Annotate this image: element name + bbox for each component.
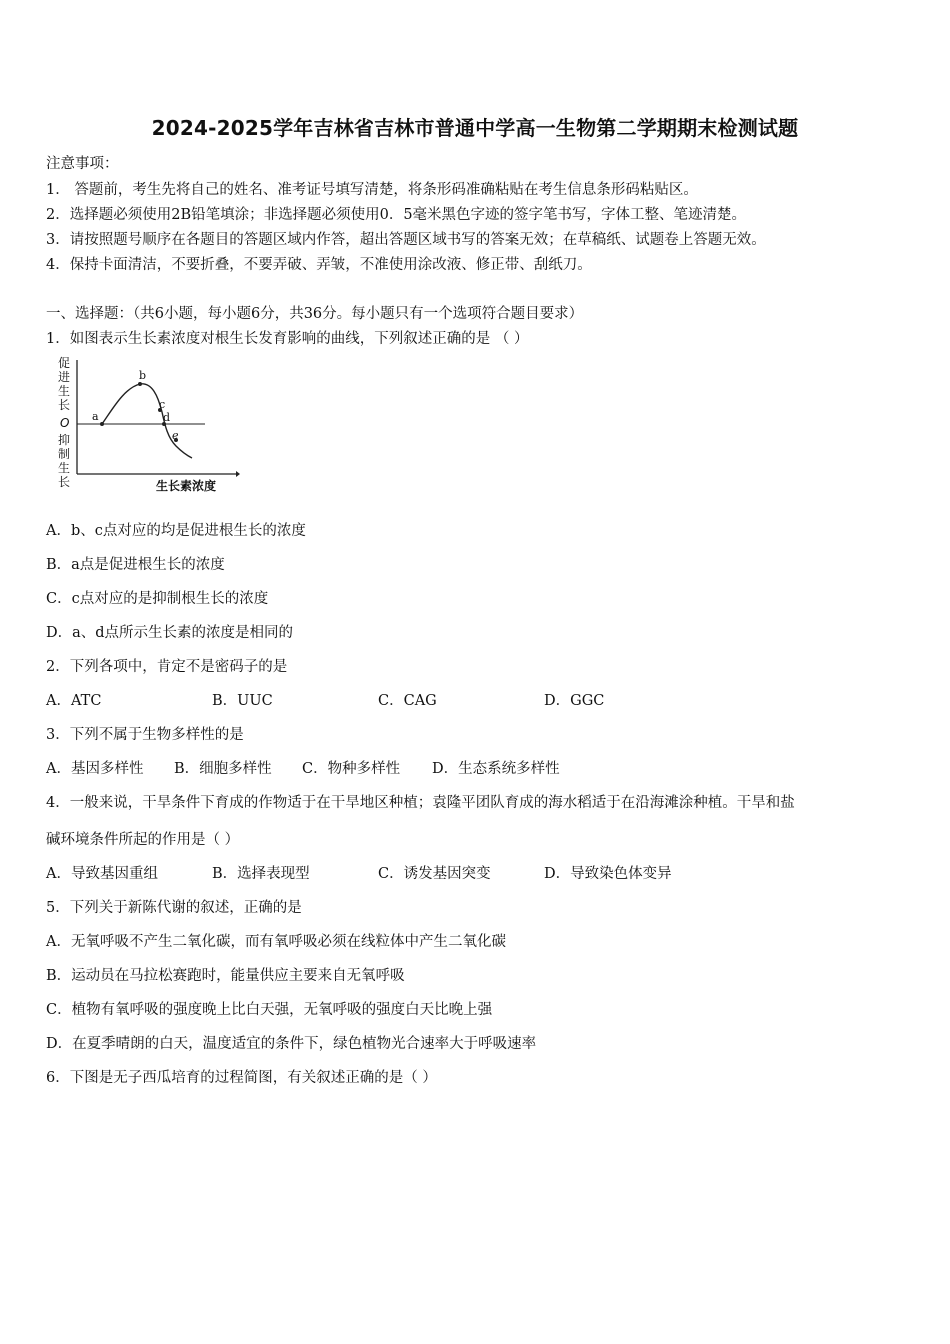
q3-options-row: [46, 757, 560, 778]
point-label-d: d: [163, 411, 171, 424]
y-axis-label-inhibit-char: 生: [58, 461, 71, 475]
y-axis-label-promote-char: 促: [58, 356, 71, 370]
q5-option-b: B．运动员在马拉松赛跑时，能量供应主要来自无氧呼吸: [46, 968, 405, 984]
point-label-b: b: [139, 369, 147, 382]
q2-option-b: B．UUC: [212, 693, 273, 709]
notice-item: 4．保持卡面清洁，不要折叠，不要弄破、弄皱，不准使用涂改液、修正带、刮纸刀。: [46, 257, 592, 273]
x-axis-label: 生长素浓度: [156, 479, 217, 493]
question-4-stem-line1: 4．一般来说，干旱条件下育成的作物适于在干旱地区种植；袁隆平团队育成的海水稻适于在沿海滩涂种植。干旱和盐: [46, 795, 795, 811]
x-axis-arrow: [236, 471, 240, 477]
auxin-curve-figure: [50, 352, 240, 497]
q5-option-c: C．植物有氧呼吸的强度晚上比白天强，无氧呼吸的强度白天比晚上强: [46, 1002, 493, 1018]
y-axis-label-inhibit-char: 长: [58, 475, 71, 489]
q1-option-a: A．b、c点对应的均是促进根生长的浓度: [46, 523, 306, 539]
point-label-e: e: [172, 429, 179, 442]
notice-item: 3．请按照题号顺序在各题目的答题区域内作答，超出答题区域书写的答案无效；在草稿纸、试题卷上答题无效。: [46, 232, 766, 248]
y-axis-label-promote-char: 长: [58, 398, 71, 412]
q4-option-b: B．选择表现型: [212, 866, 310, 882]
question-2-stem: 2．下列各项中，肯定不是密码子的是: [46, 659, 288, 675]
q4-option-d: D．导致染色体变异: [544, 866, 672, 882]
question-5-stem: 5．下列关于新陈代谢的叙述，正确的是: [46, 900, 302, 916]
question-6-stem: 6．下图是无子西瓜培育的过程简图，有关叙述正确的是（ ）: [46, 1070, 437, 1086]
q5-option-d: D．在夏季晴朗的白天，温度适宜的条件下，绿色植物光合速率大于呼吸速率: [46, 1036, 537, 1052]
point-a: [100, 422, 104, 426]
q3-option-c: C．物种多样性: [302, 761, 401, 777]
q4-options-row: [46, 862, 672, 883]
y-axis-label-promote-char: 生: [58, 384, 71, 398]
y-axis-label-promote-char: 进: [58, 370, 71, 384]
q3-option-a: A．基因多样性: [46, 761, 144, 777]
q3-option-b: B．细胞多样性: [174, 761, 272, 777]
auxin-curve: [102, 384, 192, 458]
q5-option-a: A．无氧呼吸不产生二氧化碳，而有氧呼吸必须在线粒体中产生二氧化碳: [46, 934, 506, 950]
notice-item: 2．选择题必须使用2B铅笔填涂；非选择题必须使用0．5毫米黑色字迹的签字笔书写，字体工整、笔迹清楚。: [46, 207, 747, 223]
section-heading: 一、选择题：（共6小题，每小题6分，共36分。每小题只有一个选项符合题目要求）: [46, 306, 584, 322]
origin-label: O: [60, 416, 70, 430]
point-label-a: a: [92, 410, 99, 423]
question-1-stem: 1．如图表示生长素浓度对根生长发育影响的曲线，下列叙述正确的是 （ ）: [46, 331, 529, 347]
q2-option-c: C．CAG: [378, 693, 437, 709]
q2-option-d: D．GGC: [544, 693, 605, 709]
q2-option-a: A．ATC: [46, 693, 102, 709]
point-b: [138, 382, 142, 386]
q1-option-d: D．a、d点所示生长素的浓度是相同的: [46, 625, 294, 641]
question-3-stem: 3．下列不属于生物多样性的是: [46, 727, 244, 743]
q2-options-row: [46, 689, 604, 710]
q1-option-b: B．a点是促进根生长的浓度: [46, 557, 225, 573]
q1-option-c: C．c点对应的是抑制根生长的浓度: [46, 591, 269, 607]
y-axis-label-inhibit-char: 制: [58, 447, 71, 461]
q3-option-d: D．生态系统多样性: [432, 761, 560, 777]
y-axis-label-inhibit-char: 抑: [58, 433, 71, 447]
q4-option-c: C．诱发基因突变: [378, 866, 491, 882]
point-label-c: c: [159, 398, 166, 411]
question-4-stem-line2: 碱环境条件所起的作用是（ ）: [46, 832, 240, 848]
q4-option-a: A．导致基因重组: [46, 866, 158, 882]
notice-heading: 注意事项：: [46, 156, 119, 172]
notice-item: 1． 答题前，考生先将自己的姓名、准考证号填写清楚，将条形码准确粘贴在考生信息条形码粘贴区。: [46, 182, 698, 198]
page-title: 2024-2025学年吉林省吉林市普通中学高一生物第二学期期末检测试题: [151, 116, 799, 140]
